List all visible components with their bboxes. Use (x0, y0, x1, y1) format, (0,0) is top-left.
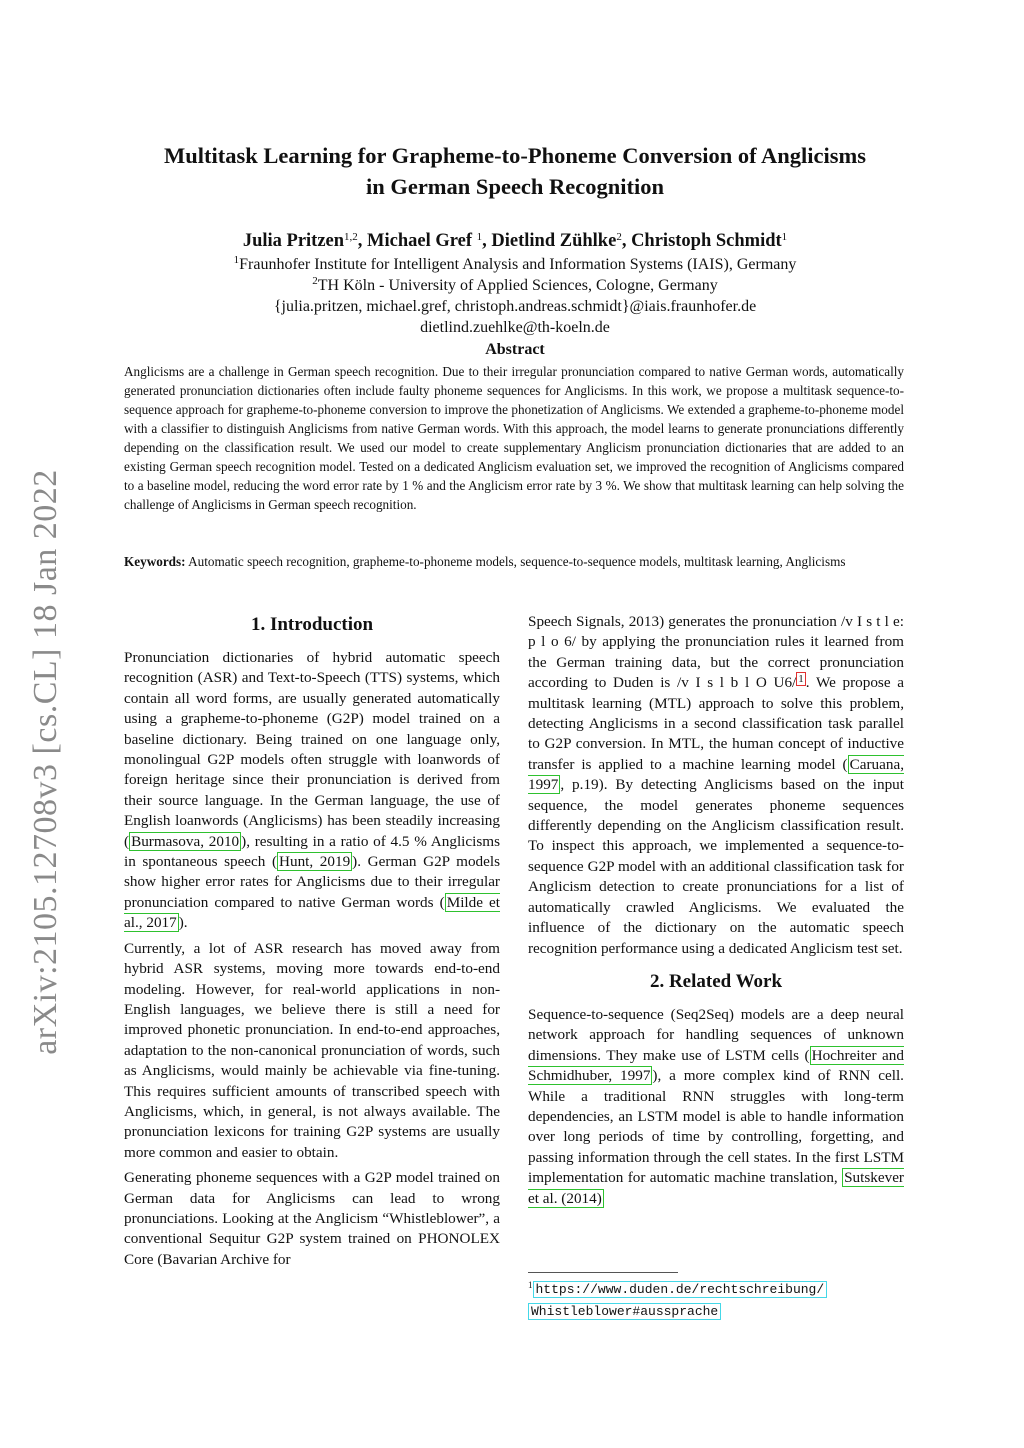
author-block (110, 228, 920, 338)
text-run: Pronunciation dictionaries of hybrid automatic speech recognition (ASR) and Text-to-Speech (TTS) systems, which contain all word forms, are usually generated automatically using a grapheme-to-phoneme (G2P) model trained on a baseline dictionary. Being trained on one language only, monolingual G2P models often struggle with loanwords of foreign heritage since their pronunciation is derived from their source language. In the German language, the use of English loanwords (Anglicisms) has been steadily increasing ( (124, 649, 500, 850)
intro-paragraph-1 (124, 648, 500, 934)
author-3: , Dietlind Zühlke (482, 231, 617, 251)
text-run: ), resulting in a ratio of 4.5 % Anglicisms in spontaneous speech ( (124, 832, 500, 871)
text-run: . We propose a multitask learning (MTL) approach to solve this problem, detecting Anglicisms in a second classification task parallel to G2P conversion. In MTL, the human concept of inductive transfer is applied to a machine learning model ( (528, 674, 904, 773)
footnote-divider (528, 1272, 678, 1273)
citation-link[interactable]: Caruana, 1997 (528, 755, 904, 794)
footnote (528, 1278, 908, 1322)
abstract-text: Anglicisms are a challenge in German speech recognition. Due to their irregular pronunciation compared to native German words, automatically generated pronunciation dictionaries often include faulty phoneme sequences for Anglicisms. In this work, we propose a multitask sequence-to-sequence approach for grapheme-to-phoneme conversion to improve the phonetization of Anglicisms. We extended a grapheme-to-phoneme model with a classifier to distinguish Anglicisms from native German words. With this approach, the model learns to generate pronunciations differently depending on the classification result. We used our model to create supplementary Anglicism pronunciation dictionaries that are added to an existing German speech recognition model. Tested on a dedicated Anglicism evaluation set, we improved the recognition of Anglicisms compared to a baseline model, reducing the word error rate by 1 % and the Anglicism error rate by 3 %. We show that multitask learning can help solving the challenge of Anglicisms in German speech recognition. (124, 364, 904, 512)
section-heading-introduction: 1. Introduction (250, 614, 374, 635)
footnote-url-part-2[interactable]: Whistleblower#aussprache (528, 1303, 721, 1320)
title-line-1: Multitask Learning for Grapheme-to-Phoneme Conversion of Anglicisms (163, 143, 867, 168)
affiliation-2-mark: 2 (312, 275, 318, 287)
text-run: Sequence-to-sequence (Seq2Seq) models are a deep neural network approach for handling sequences of unknown dimensions. They make use of LSTM cells ( (528, 1005, 904, 1064)
intro-paragraph-4 (528, 612, 904, 959)
intro-paragraph-3: Generating phoneme sequences with a G2P model trained on German data for Anglicisms can lead to wrong pronunciations. Looking at the Anglicism “Whistleblower”, a conventional Sequitur G2P system trained on PHONOLEX Core (Bavarian Archive for (124, 1169, 500, 1268)
footnote-line-1 (528, 1278, 908, 1300)
email-line-1: {julia.pritzen, michael.gref, christoph.andreas.schmidt}@iais.fraunhofer.de (273, 298, 757, 315)
keywords-label: Keywords: (124, 554, 186, 569)
author-4-affil: 1 (781, 231, 788, 243)
author-1: Julia Pritzen (242, 231, 345, 251)
author-2: , Michael Gref (357, 231, 477, 251)
author-1-affil: 1,2 (344, 231, 358, 243)
author-2-affil: 1 (476, 231, 483, 243)
text-run: ). (178, 914, 188, 932)
abstract-heading: Abstract (485, 341, 545, 358)
citation-link[interactable]: Sutskever et al. (2014) (528, 1169, 904, 1207)
footnote-line-2 (528, 1300, 908, 1322)
affiliation-1 (110, 254, 920, 275)
text-run: Speech Signals, 2013) generates the pronunciation /v I s t l e: p l o 6/ by applying the pronunciation rules it learned from the German training data, but the correct pronunciation according to Duden is /v I s l b l O U6/ (528, 613, 904, 692)
author-3-affil: 2 (616, 231, 622, 243)
paper-title (110, 140, 920, 202)
footnote-mark: 1 (528, 1280, 533, 1290)
email-line-2: dietlind.zuehlke@th-koeln.de (420, 319, 610, 336)
arxiv-identifier: arXiv:2105.12708v3 [cs.CL] 18 Jan 2022 (27, 469, 64, 1055)
intro-paragraph-2: Currently, a lot of ASR research has moved away from hybrid ASR systems, moving more towards end-to-end modeling. However, for real-world applications in non-English languages, we believe there is still a need for improved phonetic pronunciation. In end-to-end approaches, adaptation to the non-canonical pronunciation of words, such as Anglicisms, would mainly be achievable via fine-tuning. This requires sufficient amounts of transcribed speech with Anglicisms, which, in general, is not always available. The pronunciation lexicons for training G2P systems are usually more common and easier to obtain. (124, 939, 500, 1161)
left-column (124, 612, 500, 1275)
citation-link[interactable]: Hochreiter and Schmidhuber, 1997 (528, 1046, 904, 1085)
citation-link[interactable]: Hunt, 2019 (279, 853, 351, 871)
footnote-url-part-1[interactable]: https://www.duden.de/rechtschreibung/ (533, 1281, 828, 1298)
citation-link[interactable]: Burmasova, 2010 (131, 832, 240, 850)
author-names (110, 228, 920, 254)
citation-link[interactable]: Milde et al., 2017 (124, 893, 500, 932)
text-run: , p.19). By detecting Anglicisms based on the input sequence, the model generates phoneme sequences differently depending on the Anglicism classification result. To inspect this approach, we implemented a sequence-to-sequence G2P model with an additional classification task for Anglicism detection to create pronunciations for a list of automatically crawled Anglicisms. We evaluated the influence of the dictionary on the automatic speech recognition performance using a dedicated Anglicism test set. (528, 776, 904, 957)
text-run: ). German G2P models show higher error rates for Anglicisms due to their irregular pronunciation compared to native German words ( (124, 853, 501, 911)
affiliation-2 (110, 275, 920, 296)
affiliation-1-mark: 1 (233, 254, 240, 266)
affiliation-2-text: TH Köln - University of Applied Sciences, Cologne, Germany (317, 277, 718, 294)
title-line-2: in German Speech Recognition (365, 174, 665, 199)
author-4: , Christoph Schmidt (621, 231, 782, 251)
keywords-text: Automatic speech recognition, grapheme-to-phoneme models, sequence-to-sequence models, multitask learning, Anglicisms (185, 554, 846, 569)
affiliation-1-text: Fraunhofer Institute for Intelligent Analysis and Information Systems (IAIS), Germany (239, 256, 797, 273)
section-heading-related-work: 2. Related Work (649, 970, 783, 992)
footnote-link[interactable]: 1 (798, 673, 804, 686)
keywords (124, 552, 904, 571)
text-run: ), a more complex kind of RNN cell. While a traditional RNN struggles with long-term dependencies, an LSTM model is able to handle information over long periods of time by controlling, forgetting, and passing information through the cell states. In the first LSTM implementation for automatic machine translation, (528, 1067, 904, 1187)
arxiv-side-stamp (16, 462, 76, 1062)
right-column (528, 612, 904, 1214)
related-paragraph-1 (528, 1005, 904, 1209)
